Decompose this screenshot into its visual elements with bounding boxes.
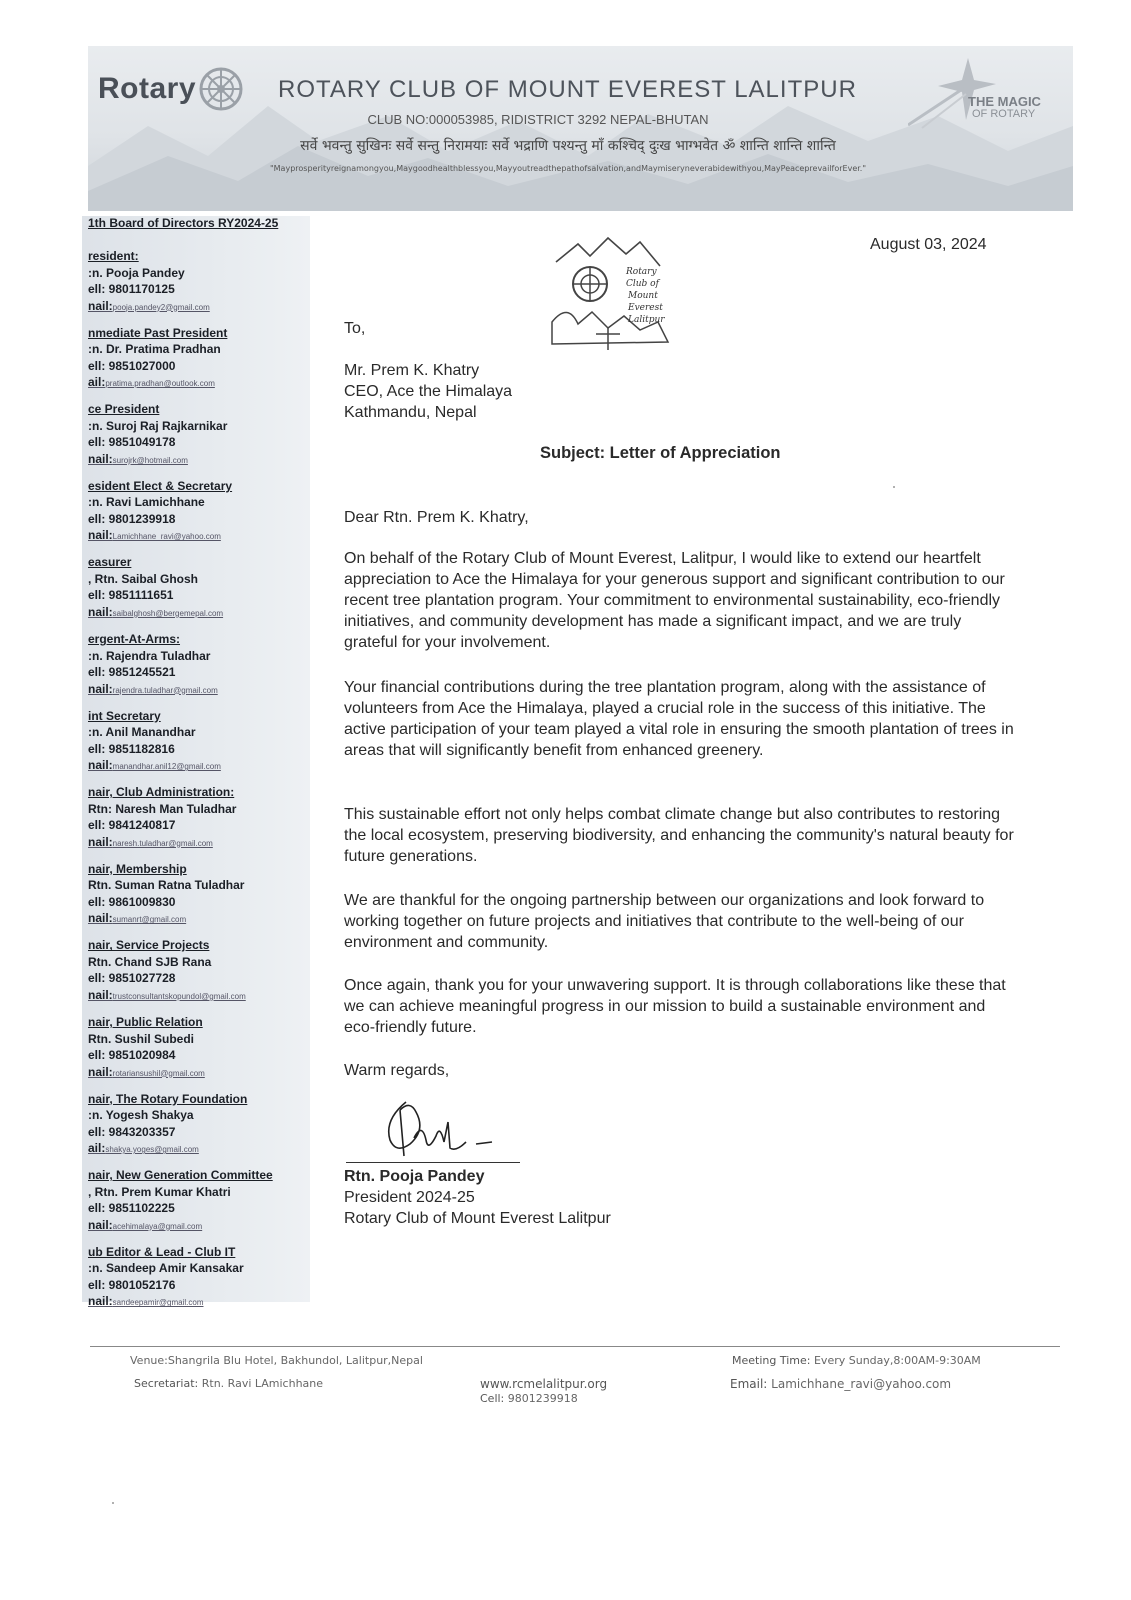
letter-greeting: Dear Rtn. Prem K. Khatry, bbox=[344, 509, 529, 526]
member-email-row bbox=[88, 834, 236, 853]
board-member-entry bbox=[88, 708, 221, 776]
secretariat-label: Secretariat: bbox=[134, 1377, 199, 1390]
member-cell: ell: 9851111651 bbox=[88, 588, 174, 603]
stamp-text-5: Lalitpur bbox=[628, 315, 665, 325]
member-role: nair, Public Relation bbox=[88, 1015, 203, 1029]
board-member-entry bbox=[88, 861, 244, 929]
member-email-row bbox=[88, 1140, 247, 1159]
member-cell: ell: 9801170125 bbox=[88, 282, 175, 296]
stamp-text-4: Everest bbox=[628, 303, 663, 313]
member-email-label: nail: bbox=[88, 1217, 113, 1232]
scan-speck bbox=[893, 486, 895, 488]
member-cell: ell: 9851102225 bbox=[88, 1201, 175, 1216]
member-email-row bbox=[88, 910, 244, 929]
member-email-row bbox=[88, 757, 221, 776]
body-paragraph-1: On behalf of the Rotary Club of Mount Everest, Lalitpur, I would like to extend our heartfelt appreciation to Ace the Himalaya for your generous support and significant contribution to our recent tree plantation program. Your commitment to environmental sustainability, eco-friendly initiatives, and community development has made a significant impact, and we are truly grateful for your involvement. bbox=[344, 550, 1005, 651]
member-email-link[interactable]: rotariansushil@gmail.com bbox=[112, 1068, 205, 1078]
footer-email bbox=[730, 1377, 951, 1391]
member-role: nair, The Rotary Foundation bbox=[88, 1091, 248, 1106]
member-email-label: nail: bbox=[88, 911, 113, 926]
body-paragraph-5: Once again, thank you for your unwavering support. It is through collaborations like these that we can achieve meaningful progress in our mission to build a sustainable environment and eco-friendly future. bbox=[344, 977, 1006, 1036]
member-email-label: nail: bbox=[88, 1294, 113, 1309]
member-email-link[interactable]: sumanrt@gmail.com bbox=[112, 915, 187, 925]
member-email-link[interactable]: trustconsultantskopundol@gmail.com bbox=[112, 991, 246, 1001]
board-member-entry bbox=[88, 1244, 244, 1312]
board-member-entry bbox=[88, 248, 210, 316]
member-email-row bbox=[88, 298, 210, 317]
board-member-entry bbox=[88, 554, 223, 622]
member-name: , Rtn. Prem Kumar Khatri bbox=[88, 1184, 231, 1199]
member-email-row bbox=[88, 681, 218, 700]
body-paragraph-2: Your financial contributions during the tree plantation program, along with the assistance of volunteers from Ace the Himalaya, played a crucial role in the success of this initiative. The active participation of your team played a vital role in ensuring the smooth plantation of trees in areas that will significantly benefit from enhanced greenery. bbox=[344, 679, 1014, 759]
addressee-location: Kathmandu, Nepal bbox=[344, 404, 477, 421]
member-email-label: nail: bbox=[88, 528, 113, 543]
member-name: :n. Anil Manandhar bbox=[88, 725, 196, 740]
meeting-value: Every Sunday,8:00AM-9:30AM bbox=[813, 1354, 981, 1367]
member-name: :n. Dr. Pratima Pradhan bbox=[88, 342, 221, 357]
club-name-heading: ROTARY CLUB OF MOUNT EVEREST LALITPUR bbox=[278, 76, 857, 103]
member-name: Rtn: Naresh Man Tuladhar bbox=[88, 801, 237, 816]
meeting-label: Meeting Time: bbox=[732, 1354, 811, 1367]
member-email-label: nail: bbox=[88, 298, 113, 313]
addressee-block bbox=[344, 360, 512, 423]
member-cell: ell: 9841240817 bbox=[88, 818, 176, 833]
board-member-entry bbox=[88, 478, 232, 546]
board-title: 1th Board of Directors RY2024-25 bbox=[88, 216, 279, 230]
member-role: ub Editor & Lead - Club IT bbox=[88, 1244, 236, 1259]
member-email-label: nail: bbox=[88, 834, 113, 849]
member-email-link[interactable]: naresh.tuladhar@gmail.com bbox=[112, 838, 213, 848]
member-email-row bbox=[88, 451, 227, 470]
addressee-title: CEO, Ace the Himalaya bbox=[344, 383, 513, 400]
member-role: nair, Membership bbox=[88, 861, 187, 876]
scan-speck bbox=[112, 1502, 114, 1504]
member-name: :n. Yogesh Shakya bbox=[88, 1108, 194, 1123]
member-cell: ell: 9851049178 bbox=[88, 435, 176, 450]
rotary-wheel-icon bbox=[196, 64, 246, 114]
email-value[interactable]: Lamichhane_ravi@yahoo.com bbox=[771, 1377, 952, 1391]
board-member-entry bbox=[88, 631, 218, 699]
member-email-link[interactable]: pooja.pandey2@gmail.com bbox=[112, 302, 210, 312]
member-email-label: nail: bbox=[88, 451, 113, 466]
signatory-name: Rtn. Pooja Pandey bbox=[344, 1168, 485, 1185]
board-of-directors-sidebar bbox=[82, 216, 310, 1309]
member-email-row bbox=[88, 987, 246, 1006]
member-email-link[interactable]: shakya.yoges@gmail.com bbox=[105, 1145, 199, 1155]
member-email-label: nail: bbox=[88, 758, 113, 773]
member-email-row bbox=[88, 527, 232, 546]
member-cell: ell: 9861009830 bbox=[88, 894, 176, 909]
member-email-row bbox=[88, 604, 223, 623]
board-member-entry bbox=[88, 937, 246, 1005]
member-email-link[interactable]: acehimalaya@gmail.com bbox=[112, 1221, 203, 1231]
member-name: :n. Sandeep Amir Kansakar bbox=[88, 1261, 244, 1276]
member-email-label: ail: bbox=[88, 375, 106, 390]
stamp-text-3: Mount bbox=[628, 291, 658, 301]
member-cell: ell: 9851027728 bbox=[88, 971, 176, 986]
board-member-entry bbox=[88, 784, 236, 852]
member-name: Rtn. Suman Ratna Tuladhar bbox=[88, 878, 245, 893]
member-email-row bbox=[88, 1064, 205, 1083]
member-email-label: nail: bbox=[88, 987, 113, 1002]
letter-to: To, bbox=[344, 320, 366, 337]
footer-cell bbox=[480, 1392, 578, 1405]
sanskrit-prayer: सर्वे भवन्तु सुखिनः सर्वे सन्तु निरामयाः सर्वे भद्राणि पश्यन्तु माँ कश्चिद् दुःख भाग्भवेत ॐ शान्ति शान्ति शान्ति bbox=[300, 138, 836, 154]
footer-venue: Venue:Shangrila Blu Hotel, Bakhundol, Lalitpur,Nepal bbox=[130, 1354, 423, 1367]
member-name: Rtn. Chand SJB Rana bbox=[88, 954, 212, 969]
magic-of-rotary-line1: THE MAGIC bbox=[968, 94, 1041, 109]
magic-of-rotary-line2: OF ROTARY bbox=[972, 108, 1036, 120]
member-role: int Secretary bbox=[88, 708, 161, 723]
member-cell: ell: 9851245521 bbox=[88, 665, 176, 679]
member-cell: ell: 9801052176 bbox=[88, 1277, 176, 1292]
email-label: Email: bbox=[730, 1377, 768, 1391]
member-name: :n. Suroj Raj Rajkarnikar bbox=[88, 418, 228, 433]
member-cell: ell: 9851027000 bbox=[88, 358, 176, 373]
member-role: esident Elect & Secretary bbox=[88, 478, 233, 493]
footer-meeting-time bbox=[732, 1354, 981, 1367]
addressee-name: Mr. Prem K. Khatry bbox=[344, 362, 480, 379]
board-member-entry bbox=[88, 1167, 273, 1235]
member-name: :n. Pooja Pandey bbox=[88, 265, 185, 280]
signature-line bbox=[346, 1162, 520, 1163]
stamp-text-1: Rotary bbox=[626, 267, 657, 277]
handwritten-signature bbox=[370, 1092, 510, 1164]
cell-value: 9801239918 bbox=[507, 1392, 578, 1405]
signatory-title: President 2024-25 bbox=[344, 1189, 475, 1206]
member-role: easurer bbox=[88, 555, 132, 570]
member-role: nair, New Generation Committee bbox=[88, 1168, 273, 1183]
stamp-text-2: Club of bbox=[626, 279, 659, 289]
member-email-link[interactable]: rajendra.tuladhar@gmail.com bbox=[112, 685, 218, 695]
member-email-link[interactable]: pratima.pradhan@outlook.com bbox=[105, 379, 215, 389]
member-email-label: ail: bbox=[88, 1141, 106, 1156]
footer-divider bbox=[90, 1346, 1060, 1347]
member-email-label: nail: bbox=[88, 681, 113, 696]
member-role: nmediate Past President bbox=[88, 325, 228, 340]
cell-label: Cell: bbox=[480, 1392, 505, 1405]
club-stamp-seal bbox=[548, 232, 672, 366]
member-email-row bbox=[88, 374, 227, 393]
member-name: Rtn. Sushil Subedi bbox=[88, 1031, 195, 1046]
member-email-label: nail: bbox=[88, 1064, 113, 1079]
member-email-row bbox=[88, 1217, 273, 1236]
member-email-link[interactable]: surojrk@hotmail.com bbox=[112, 455, 188, 465]
member-email-link[interactable]: Lamichhane_ravi@yahoo.com bbox=[112, 532, 221, 542]
letter-subject: Subject: Letter of Appreciation bbox=[540, 444, 781, 462]
motto-translation: "Mayprosperityreignamongyou,Maygoodhealthblessyou,Mayyoutreadthepathofsalvation,andMaymiseryneverabidewithyou,MayPeaceprevailforEver." bbox=[269, 164, 867, 173]
member-email-link[interactable]: saibalghosh@bergemepal.com bbox=[112, 608, 224, 618]
member-email-row bbox=[88, 1293, 244, 1312]
letter-closing: Warm regards, bbox=[344, 1062, 450, 1079]
body-paragraph-4: We are thankful for the ongoing partnership between our organizations and look forward to working together on future projects and initiatives that contribute to the well-being of our environment and community. bbox=[344, 892, 985, 951]
member-cell: ell: 9801239918 bbox=[88, 511, 176, 526]
member-email-label: nail: bbox=[88, 604, 113, 619]
member-cell: ell: 9843203357 bbox=[88, 1124, 176, 1139]
signatory-club: Rotary Club of Mount Everest Lalitpur bbox=[344, 1210, 611, 1227]
member-name: :n. Ravi Lamichhane bbox=[88, 495, 205, 510]
member-role: resident: bbox=[88, 249, 139, 263]
member-role: nair, Club Administration: bbox=[88, 785, 235, 800]
member-name: :n. Rajendra Tuladhar bbox=[88, 648, 211, 663]
member-cell: ell: 9851020984 bbox=[88, 1048, 176, 1062]
board-member-entry bbox=[88, 401, 227, 469]
member-email-link[interactable]: manandhar.anil12@gmail.com bbox=[112, 762, 221, 772]
member-cell: ell: 9851182816 bbox=[88, 741, 175, 756]
club-number: CLUB NO:000053985, RIDISTRICT 3292 NEPAL-BHUTAN bbox=[367, 112, 709, 127]
letter-date: August 03, 2024 bbox=[870, 236, 987, 253]
board-member-entry bbox=[88, 1014, 205, 1082]
secretariat-value: Rtn. Ravi LAmichhane bbox=[201, 1377, 324, 1390]
board-member-entry bbox=[88, 325, 227, 393]
footer-website[interactable]: www.rcmelalitpur.org bbox=[480, 1377, 608, 1391]
rotary-brand: Rotary bbox=[98, 72, 197, 105]
letterhead-banner bbox=[88, 46, 1073, 211]
member-name: , Rtn. Saibal Ghosh bbox=[88, 571, 199, 586]
member-role: ergent-At-Arms: bbox=[88, 632, 181, 646]
board-member-entry bbox=[88, 1091, 247, 1159]
footer-secretariat bbox=[134, 1377, 323, 1390]
body-paragraph-3: This sustainable effort not only helps combat climate change but also contributes to restoring the local ecosystem, preserving biodiversity, and enhancing the community's natural beauty for future generations. bbox=[344, 806, 1014, 865]
member-email-link[interactable]: sandeepamir@gmail.com bbox=[112, 1298, 204, 1308]
member-role: nair, Service Projects bbox=[88, 938, 210, 953]
member-role: ce President bbox=[88, 402, 160, 417]
